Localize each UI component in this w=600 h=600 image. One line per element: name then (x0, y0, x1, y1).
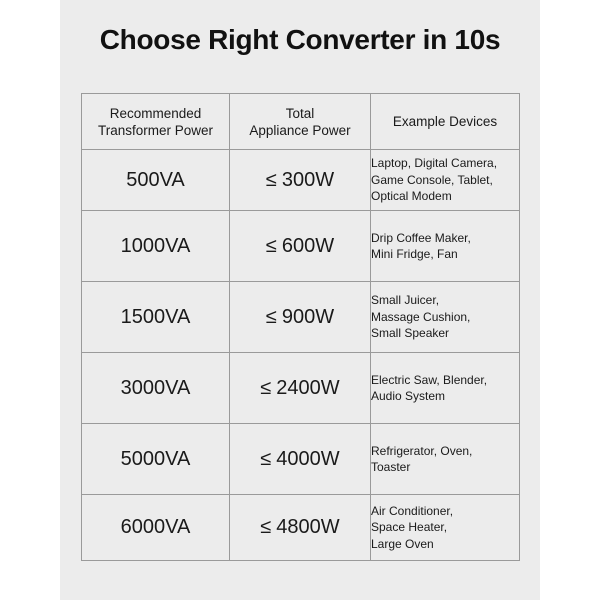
header-line: Recommended (109, 105, 202, 121)
device-line: Mini Fridge, Fan (371, 247, 458, 261)
header-example-devices: Example Devices (371, 94, 520, 150)
device-line: Air Conditioner, (371, 503, 454, 518)
appliance-power-cell (230, 282, 371, 353)
device-line: Toaster (371, 460, 411, 474)
watt-value: 4800W (276, 516, 340, 538)
device-line: Optical Modem (371, 189, 452, 204)
watt-value: 600W (281, 234, 335, 257)
header-line: Transformer Power (97, 122, 214, 138)
table-row (82, 211, 520, 282)
converter-table (81, 93, 520, 561)
device-line: Small Speaker (371, 326, 450, 341)
device-line: Small Juicer, (371, 293, 440, 308)
transformer-power-cell: 1000VA (82, 211, 230, 282)
table-row (82, 150, 520, 211)
watt-value: 2400W (276, 376, 340, 399)
less-equal-sign: ≤ (260, 447, 272, 470)
header-line: Appliance Power (249, 122, 351, 138)
less-equal-sign: ≤ (265, 234, 277, 257)
device-line: Space Heater, (371, 520, 448, 535)
example-devices-cell (371, 282, 520, 353)
transformer-power-cell: 3000VA (82, 353, 230, 424)
header-line: Total (285, 105, 315, 121)
device-line: Drip Coffee Maker, (371, 230, 471, 245)
transformer-power-cell: 1500VA (82, 282, 230, 353)
example-devices-cell (371, 424, 520, 495)
device-line: Massage Cushion, (371, 309, 471, 324)
less-equal-sign: ≤ (260, 516, 272, 538)
transformer-power-cell: 6000VA (82, 495, 230, 561)
device-line: Large Oven (371, 536, 434, 551)
example-devices-cell (371, 353, 520, 424)
watt-value: 300W (281, 168, 335, 191)
device-line: Electric Saw, Blender, (371, 372, 488, 387)
less-equal-sign: ≤ (265, 168, 277, 191)
less-equal-sign: ≤ (260, 376, 272, 399)
table-row (82, 282, 520, 353)
watt-value: 900W (281, 305, 335, 328)
table-header-row (82, 94, 520, 150)
appliance-power-cell (230, 424, 371, 495)
example-devices-cell (371, 495, 520, 561)
header-transformer-power (82, 94, 230, 150)
transformer-power-cell: 500VA (82, 150, 230, 211)
appliance-power-cell (230, 353, 371, 424)
table-row (82, 495, 520, 561)
device-line: Refrigerator, Oven, (371, 443, 473, 458)
appliance-power-cell (230, 495, 371, 561)
header-appliance-power (230, 94, 371, 150)
less-equal-sign: ≤ (265, 305, 277, 328)
device-line: Audio System (371, 389, 446, 403)
watt-value: 4000W (276, 447, 340, 470)
table-row (82, 424, 520, 495)
appliance-power-cell (230, 211, 371, 282)
appliance-power-cell (230, 150, 371, 211)
example-devices-cell (371, 150, 520, 211)
table-row (82, 353, 520, 424)
transformer-power-cell: 5000VA (82, 424, 230, 495)
device-line: Game Console, Tablet, (371, 172, 493, 187)
example-devices-cell (371, 211, 520, 282)
page-title: Choose Right Converter in 10s (99, 24, 501, 55)
device-line: Laptop, Digital Camera, (371, 156, 498, 171)
